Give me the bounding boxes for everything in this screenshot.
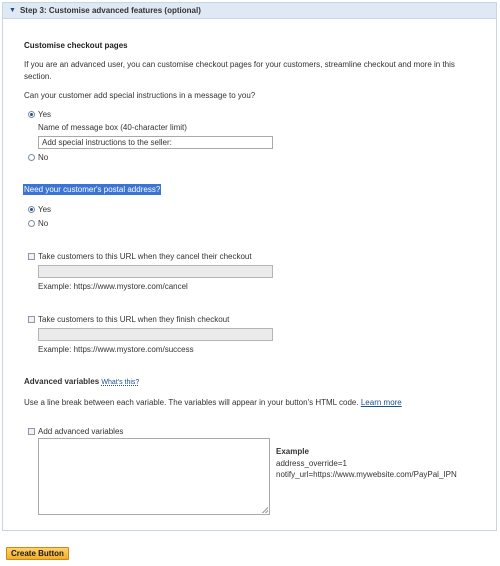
success-url-label: Take customers to this URL when they finish checkout <box>38 315 230 324</box>
intro-text-line1: If you are an advanced user, you can customise checkout pages for your customers, streamline checkout and more in this <box>24 60 455 69</box>
instructions-no-option[interactable] <box>28 153 48 162</box>
instructions-no-label: No <box>38 153 49 162</box>
advanced-variables-textarea[interactable] <box>38 438 270 515</box>
advanced-variables-checkbox[interactable] <box>28 428 35 435</box>
advanced-variables-label: Add advanced variables <box>38 427 124 436</box>
success-url-option[interactable] <box>28 315 229 324</box>
message-box-input[interactable] <box>38 136 273 149</box>
intro-text-line2: section. <box>24 72 52 81</box>
advanced-description: Use a line break between each variable. The variables will appear in your button's HTML code. <box>24 398 359 407</box>
postal-yes-label: Yes <box>38 205 52 214</box>
learn-more-link[interactable]: Learn more <box>360 398 402 407</box>
example-line2: notify_url=https://www.mywebsite.com/PayPal_IPN <box>276 470 457 479</box>
cancel-url-label: Take customers to this URL when they cancel their checkout <box>38 252 252 261</box>
step-title: Step 3: Customise advanced features (optional) <box>19 6 201 15</box>
postal-yes-radio[interactable] <box>28 206 35 213</box>
message-box-label: Name of message box (40-character limit) <box>38 123 187 132</box>
postal-question: Need your customer's postal address? <box>24 185 161 194</box>
postal-no-label: No <box>38 219 49 228</box>
advanced-heading-row <box>24 377 139 386</box>
whats-this-link[interactable]: What's this? <box>101 379 140 386</box>
collapse-triangle-icon[interactable]: ▼ <box>9 7 16 14</box>
example-title: Example <box>276 447 309 456</box>
advanced-heading: Advanced variables <box>24 377 100 386</box>
cancel-url-option[interactable] <box>28 252 252 261</box>
example-line1: address_override=1 <box>276 459 347 468</box>
success-url-checkbox[interactable] <box>28 316 35 323</box>
cancel-url-input[interactable] <box>38 265 273 278</box>
checkout-heading: Customise checkout pages <box>24 41 128 50</box>
cancel-url-checkbox[interactable] <box>28 253 35 260</box>
instructions-no-radio[interactable] <box>28 154 35 161</box>
postal-yes-option[interactable] <box>28 205 51 214</box>
cancel-url-example: Example: https://www.mystore.com/cancel <box>38 282 188 291</box>
instructions-yes-radio[interactable] <box>28 111 35 118</box>
advanced-variables-option[interactable] <box>28 427 123 436</box>
advanced-description-row <box>24 398 402 407</box>
create-button[interactable]: Create Button <box>6 547 69 560</box>
success-url-input[interactable] <box>38 328 273 341</box>
step-header[interactable] <box>3 3 496 19</box>
success-url-example: Example: https://www.mystore.com/success <box>38 345 194 354</box>
instructions-yes-option[interactable] <box>28 110 51 119</box>
instructions-yes-label: Yes <box>38 110 52 119</box>
instructions-question: Can your customer add special instructions in a message to you? <box>24 91 256 100</box>
postal-no-option[interactable] <box>28 219 48 228</box>
postal-no-radio[interactable] <box>28 220 35 227</box>
resize-grip-icon[interactable] <box>262 507 268 513</box>
